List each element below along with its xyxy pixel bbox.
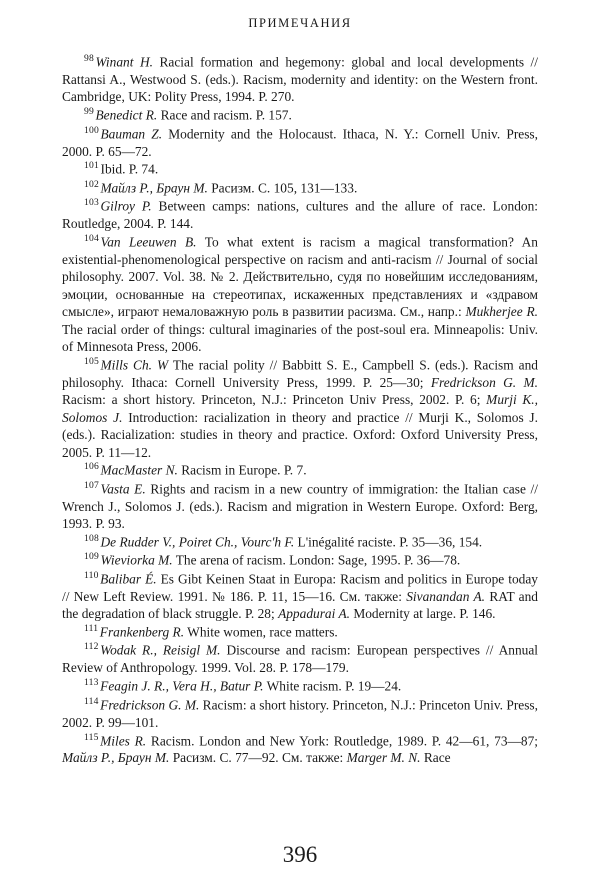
endnote-number: 108	[84, 533, 99, 545]
endnote-author: Mills Ch. W	[100, 357, 169, 373]
endnote-text: To what extent is racism a magical transformation? An existential-phenomenological perspective on racism and anti-racism // Journal of social philosophy. 2007. Vol. 38. № 2. Действительно, судя по новейшим исследованиям, эмоции, основанные на стереотипах, искаженных представлениях и «здравом смысле», играют немаловажную роль в развитии расизма. См., напр.:	[62, 234, 538, 320]
endnote-item	[62, 461, 538, 479]
endnote-text: Racism: a short history. Princeton, N.J.: Princeton Univ Press, 2002. P. 6;	[62, 392, 487, 408]
endnote-author: Balibar É.	[100, 571, 157, 587]
endnote-item	[62, 551, 538, 569]
endnote-text: Introduction: racialization in theory and practice // Murji K., Solomos J. (eds.). Racialization: studies in theory and practice. Oxford: Oxford University Press, 2005. P. 11—12.	[62, 409, 538, 460]
endnote-text: The racial polity // Babbitt S. E., Campbell S. (eds.). Racism and philosophy. Ithaca: Cornell University Press, 1999. P. 25—30;	[62, 357, 538, 390]
endnote-author: Vasta E.	[100, 481, 146, 497]
endnote-number: 98	[84, 53, 94, 64]
endnote-item	[62, 197, 538, 232]
endnote-author: Майлз Р., Браун М.	[62, 750, 170, 766]
endnote-author: Майлз Р., Браун М.	[100, 180, 208, 196]
endnote-author: MacMaster N.	[100, 462, 178, 478]
endnote-text: Modernity and the Holocaust. Ithaca, N. Y.: Cornell Univ. Press, 2000. P. 65—72.	[62, 126, 538, 159]
endnote-number: 103	[84, 197, 99, 209]
endnote-text: Es Gibt Keinen Staat in Europa: Racism and politics in Europe today // New Left Review. 1991. № 186. P. 11, 15—16. См. также:	[62, 571, 538, 604]
endnote-text: Расизм. С. 105, 131—133.	[207, 180, 358, 196]
endnote-text: Between camps: nations, cultures and the allure of race. London: Routledge, 2004. P. 144.	[62, 198, 538, 232]
endnote-text: White racism. P. 19—24.	[263, 678, 402, 694]
endnote-author: Van Leeuwen B.	[100, 234, 197, 250]
running-head: ПРИМЕЧАНИЯ	[248, 16, 352, 30]
endnote-text: The racial order of things: cultural imaginaries of the post-soul era. Minneapolis: Univ. of Minnesota Press, 2006.	[62, 321, 538, 355]
endnote-item	[62, 732, 538, 767]
endnote-text: Ibid. P. 74.	[100, 161, 159, 177]
endnote-author: Frankenberg R.	[99, 624, 185, 640]
endnote-number: 99	[84, 106, 94, 118]
page-number: 396	[282, 842, 318, 867]
endnote-number: 112	[84, 641, 99, 653]
endnote-number: 100	[84, 124, 99, 136]
endnote-text: Racial formation and hegemony: global and local developments // Rattansi A., Westwood S. (eds.). Racism, modernity and identity: on the Western front. Cambridge, UK: Polity Press, 1994. P. 270.	[62, 54, 538, 105]
endnote-author: Benedict R.	[95, 107, 158, 123]
endnote-text: Discourse and racism: European perspectives // Annual Review of Anthropology. 1999. Vol. 28. P. 178—179.	[62, 642, 538, 676]
endnote-text: Racism in Europe. P. 7.	[177, 462, 307, 478]
endnote-author: Feagin J. R., Vera H., Batur P.	[100, 678, 264, 694]
endnote-author: De Rudder V., Poiret Ch., Vourc'h F.	[100, 534, 295, 550]
endnote-item	[62, 233, 538, 355]
endnote-text: White women, race matters.	[184, 624, 338, 640]
endnote-author: Bauman Z.	[100, 126, 163, 142]
endnote-item	[62, 53, 538, 106]
endnote-author: Fredrickson G. M.	[100, 697, 200, 713]
endnote-author: Appadurai A.	[278, 606, 350, 622]
endnote-number: 115	[84, 731, 99, 743]
endnote-author: Winant H.	[95, 54, 153, 70]
endnote-text: L'inégalité raciste. P. 35—36, 154.	[294, 534, 483, 550]
endnote-number: 113	[84, 677, 99, 689]
endnote-text: Race and racism. P. 157.	[157, 107, 292, 123]
endnote-number: 104	[84, 233, 99, 245]
endnote-item	[62, 533, 538, 551]
endnote-text: Modernity at large. P. 146.	[349, 606, 496, 622]
endnote-item	[62, 160, 538, 178]
endnote-text: Racism: a short history. Princeton, N.J.: Princeton Univ. Press, 2002. P. 99—101.	[62, 697, 538, 730]
endnote-text: The arena of racism. London: Sage, 1995. P. 36—78.	[172, 552, 461, 568]
endnote-number: 101	[84, 160, 99, 172]
endnote-author: Marger M. N.	[346, 750, 421, 766]
endnote-item	[62, 356, 538, 461]
endnote-number: 109	[84, 551, 99, 563]
endnote-item	[62, 125, 538, 160]
document-page	[0, 16, 600, 894]
endnote-number: 110	[84, 569, 99, 581]
endnote-author: Miles R.	[100, 732, 147, 748]
endnote-item	[62, 623, 538, 641]
endnote-item	[62, 570, 538, 623]
endnote-number: 114	[84, 695, 99, 707]
endnote-number: 107	[84, 479, 99, 491]
endnote-text: Расизм. С. 77—92. См. также:	[169, 750, 347, 766]
endnote-author: Murji K., Solomos J.	[62, 392, 538, 425]
endnote-item	[62, 677, 538, 695]
endnotes-list	[62, 53, 538, 767]
endnote-text: Rights and racism in a new country of immigration: the Italian case // Wrench J., Solomos J. (eds.). Racism and migration in Western Europe. Oxford: Berg, 1993. P. 93.	[62, 481, 538, 532]
endnote-item	[62, 696, 538, 731]
endnote-text: Race	[420, 750, 451, 766]
endnote-number: 106	[84, 461, 99, 473]
endnote-author: Sivanandan A.	[406, 588, 486, 604]
endnote-number: 102	[84, 178, 99, 190]
endnote-number: 105	[84, 355, 99, 367]
endnote-item	[62, 480, 538, 533]
endnote-number: 111	[84, 623, 99, 635]
endnote-author: Wieviorka M.	[100, 552, 173, 568]
endnote-text: Racism. London and New York: Routledge, 1989. P. 42—61, 73—87;	[146, 732, 539, 748]
endnote-text: RAT and the degradation of black struggle. P. 28;	[62, 588, 539, 622]
endnote-item	[62, 106, 538, 124]
endnote-author: Mukherjee R.	[465, 304, 538, 320]
endnote-author: Gilroy P.	[100, 198, 152, 214]
endnote-author: Fredrickson G. M.	[430, 374, 538, 390]
endnote-author: Wodak R., Reisigl M.	[100, 642, 221, 658]
endnote-item	[62, 179, 538, 197]
endnote-item	[62, 641, 538, 676]
